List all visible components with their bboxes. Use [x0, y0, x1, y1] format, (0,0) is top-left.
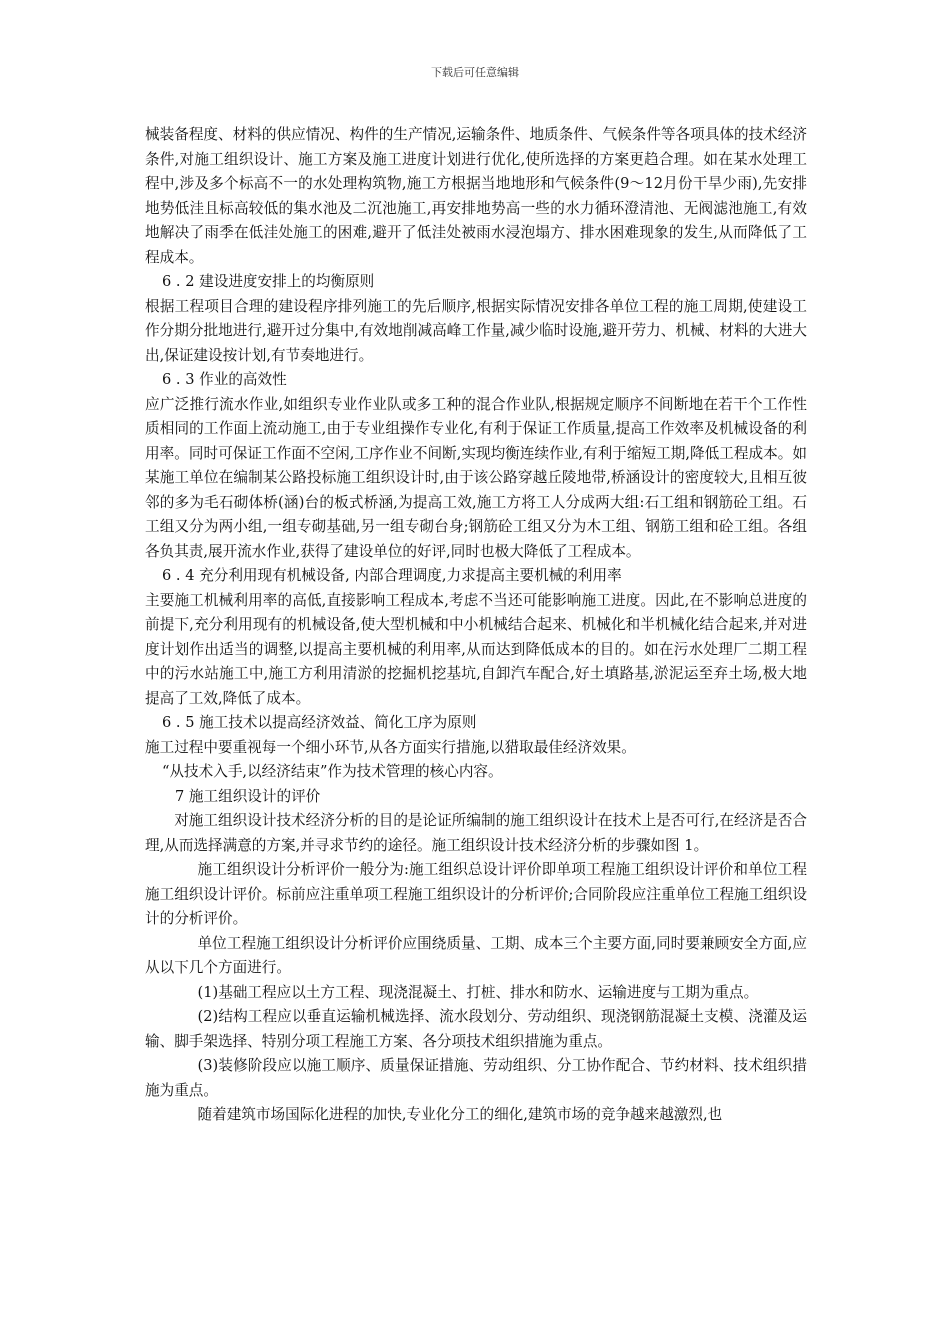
- document-body: [145, 123, 807, 1128]
- list-item: (3)装修阶段应以施工顺序、质量保证措施、劳动组织、分工协作配合、节约材料、技术组织措施为重点。: [145, 1057, 807, 1099]
- list-item: (1)基础工程应以土方工程、现浇混凝土、打桩、排水和防水、运输进度与工期为重点。: [197, 983, 759, 1001]
- section-heading-6-4: 6 . 4 充分利用现有机械设备, 内部合理调度,力求提高主要机械的利用率: [162, 567, 622, 584]
- section-heading-6-3: 6 . 3 作业的高效性: [162, 371, 287, 388]
- paragraph: 对施工组织设计技术经济分析的目的是论证所编制的施工组织设计在技术上是否可行,在经济是否合理,从而选择满意的方案,并寻求节约的途径。施工组织设计技术经济分析的步骤如图 1。: [145, 812, 807, 854]
- quote-paragraph: “从技术入手,以经济结束”作为技术管理的核心内容。: [162, 763, 503, 780]
- page-header: 下载后可任意编辑: [431, 66, 519, 79]
- paragraph: 施工组织设计分析评价一般分为:施工组织总设计评价即单项工程施工组织设计评价和单位工程施工组织设计评价。标前应注重单项工程施工组织设计的分析评价;合同阶段应注重单位工程施工组织设计的分析评价。: [145, 861, 807, 927]
- paragraph: 应广泛推行流水作业,如组织专业作业队或多工种的混合作业队,根据规定顺序不间断地在若干个工作性质相同的工作面上流动施工,由于专业组操作专业化,有利于保证工作质量,提高工作效率及机械设备的利用率。同时可保证工作面不空闲,工序作业不间断,实现均衡连续作业,有利于缩短工期,降低工程成本。如某施工单位在编制某公路投标施工组织设计时,由于该公路穿越丘陵地带,桥涵设计的密度较大,且相互彼邻的多为毛石砌体桥(涵)台的板式桥涵,为提高工效,施工方将工人分成两大组:石工组和钢筋砼工组。石工组又分为两小组,一组专砌基础,另一组专砌台身;钢筋砼工组又分为木工组、钢筋工组和砼工组。各组各负其责,展开流水作业,获得了建设单位的好评,同时也极大降低了工程成本。: [145, 395, 807, 560]
- paragraph: 随着建筑市场国际化进程的加快,专业化分工的细化,建筑市场的竞争越来越激烈,也: [197, 1106, 723, 1123]
- paragraph: 主要施工机械利用率的高低,直接影响工程成本,考虑不当还可能影响施工进度。因此,在不影响总进度的前提下,充分利用现有的机械设备,使大型机械和中小机械结合起来、机械化和半机械化结合起来,并对进度计划作出适当的调整,以提高主要机械的利用率,从而达到降低成本的目的。如在污水处理厂二期工程中的污水站施工中,施工方利用清淤的挖掘机挖基坑,自卸汽车配合,好土填路基,淤泥运至弃土场,极大地提高了工效,降低了成本。: [145, 591, 807, 707]
- paragraph: 施工过程中要重视每一个细小环节,从各方面实行措施,以猎取最佳经济效果。: [145, 738, 636, 756]
- paragraph: 单位工程施工组织设计分析评价应围绕质量、工期、成本三个主要方面,同时要兼顾安全方面,应从以下几个方面进行。: [145, 934, 807, 976]
- list-item: (2)结构工程应以垂直运输机械选择、流水段划分、劳动组织、现浇钢筋混凝土支模、浇灌及运输、脚手架选择、特别分项工程施工方案、各分项技术组织措施为重点。: [145, 1008, 807, 1050]
- paragraph: 根据工程项目合理的建设程序排列施工的先后顺序,根据实际情况安排各单位工程的施工周期,使建设工作分期分批地进行,避开过分集中,有效地削减高峰工作量,减少临时设施,避开劳力、机械、材料的大进大出,保证建设按计划,有节奏地进行。: [145, 297, 807, 364]
- section-heading-6-5: 6 . 5 施工技术以提高经济效益、简化工序为原则: [162, 714, 477, 731]
- section-heading-7: 7 施工组织设计的评价: [175, 787, 321, 805]
- paragraph: 械装备程度、材料的供应情况、构件的生产情况,运输条件、地质条件、气候条件等各项具体的技术经济条件,对施工组织设计、施工方案及施工进度计划进行优化,使所选择的方案更趋合理。如在某水处理工程中,涉及多个标高不一的水处理构筑物,施工方根据当地地形和气候条件(9～12月份干旱少雨),先安排地势低洼且标高较低的集水池及二沉池施工,再安排地势高一些的水力循环澄清池、无阀滤池施工,有效地解决了雨季在低洼处施工的困难,避开了低洼处被雨水浸泡塌方、排水困难现象的发生,从而降低了工程成本。: [145, 126, 807, 266]
- section-heading-6-2: 6 . 2 建设进度安排上的均衡原则: [162, 273, 375, 290]
